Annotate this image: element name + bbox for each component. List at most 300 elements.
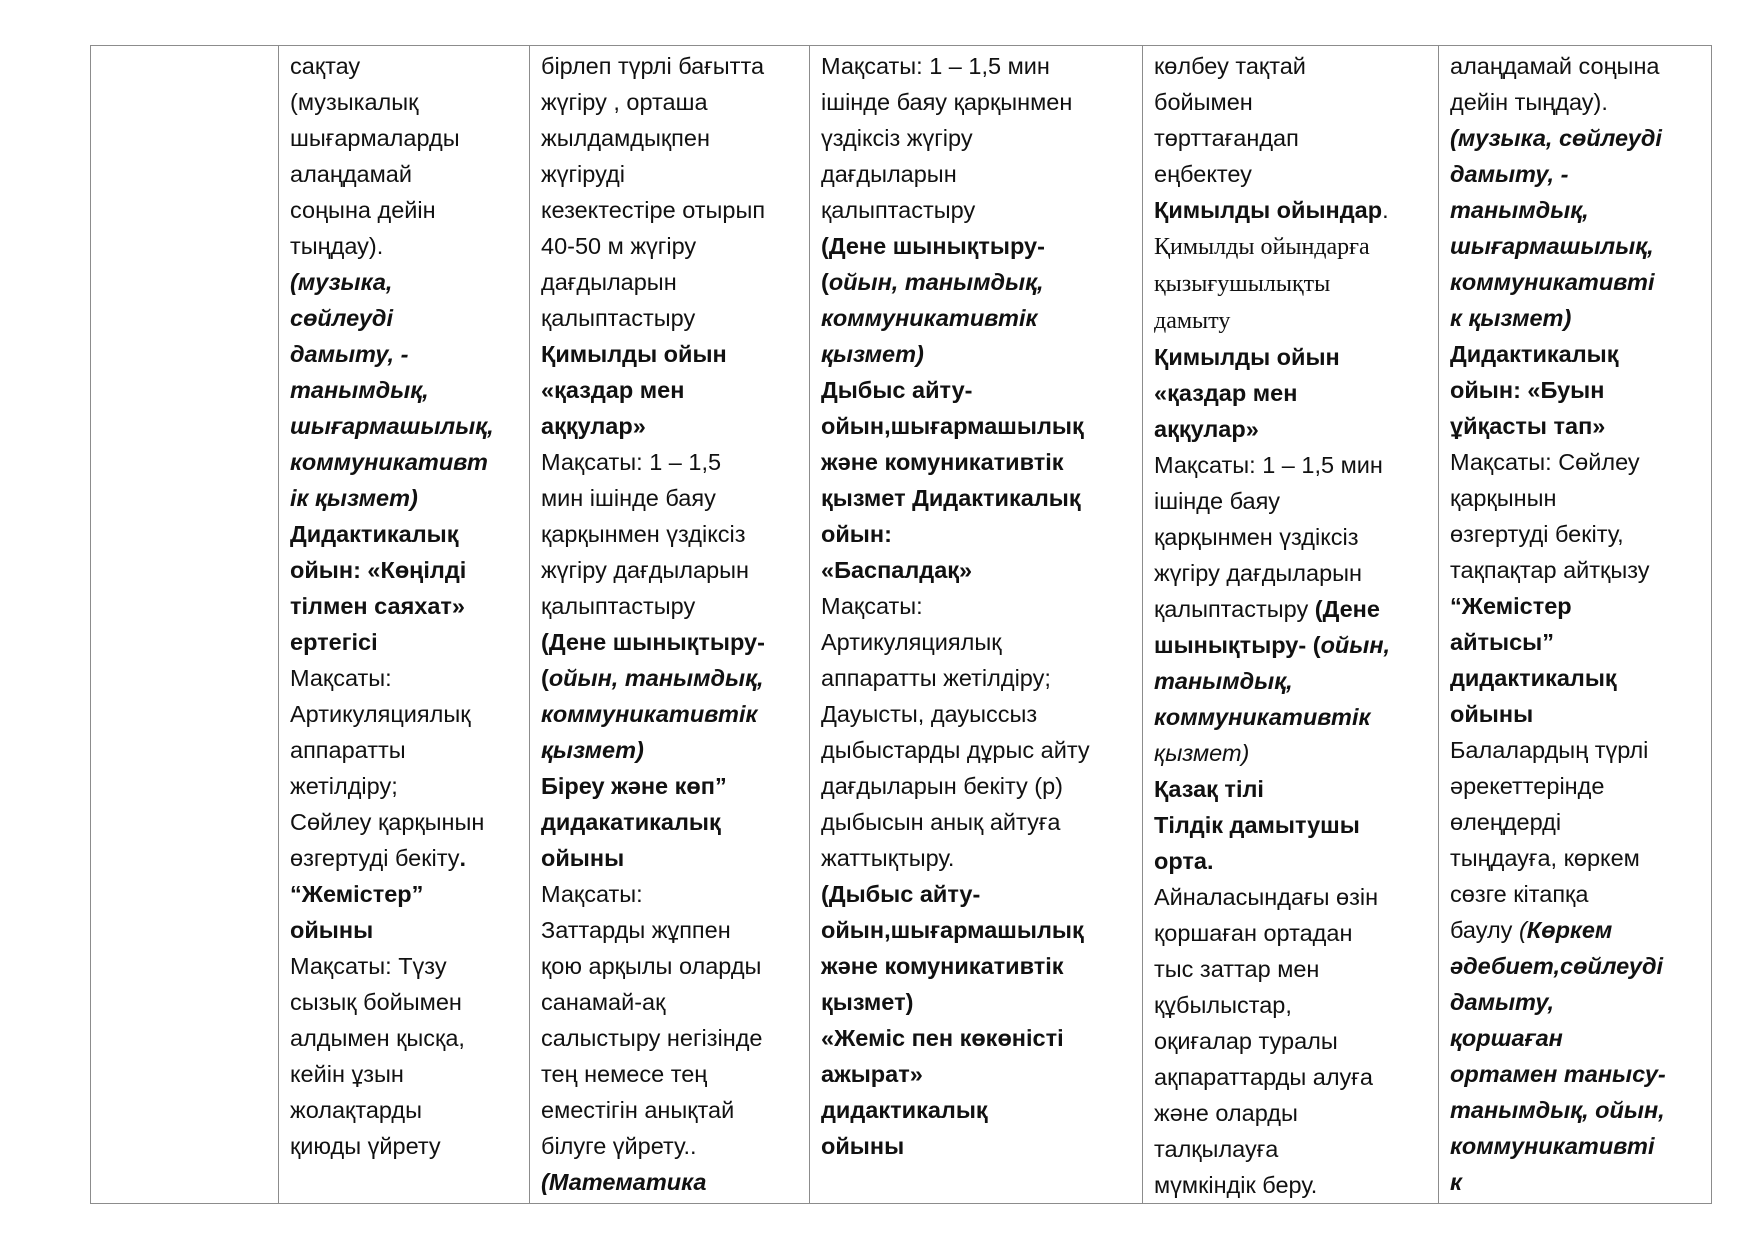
text-line [821, 696, 1137, 732]
text-run: Қазақ тілі [1154, 776, 1264, 802]
text-run: әрекеттерінде [1450, 773, 1605, 799]
text-line [1450, 408, 1706, 444]
text-line [1154, 1059, 1433, 1095]
text-run: (музыка, [290, 269, 393, 295]
text-line [290, 516, 524, 552]
text-line [290, 804, 524, 840]
text-run: үздіксіз жүгіру [821, 125, 973, 151]
text-run: Дидактикалық [1450, 341, 1619, 367]
text-line [821, 156, 1137, 192]
text-run: Айналасындағы өзін [1154, 884, 1379, 910]
text-line [1154, 483, 1433, 519]
text-run: Біреу және көп” [541, 773, 727, 799]
text-run: танымдық, [290, 377, 429, 403]
text-line [541, 732, 804, 768]
text-run: орта. [1154, 848, 1214, 874]
text-line [1154, 1095, 1433, 1131]
text-line [1450, 804, 1706, 840]
text-run: қызмет) [821, 989, 914, 1015]
text-line [541, 876, 804, 912]
text-run: сызық бойымен [290, 989, 462, 1015]
text-line [541, 156, 804, 192]
text-line [821, 984, 1137, 1020]
text-run: коммуникативті [1450, 269, 1655, 295]
text-run: Мақсаты: [541, 881, 643, 907]
text-run: Тілдік дамытушы [1154, 812, 1360, 838]
text-run: 40-50 м жүгіру [541, 233, 697, 259]
text-run: дамыту, [1450, 989, 1555, 1015]
table-cell-col-2 [279, 46, 530, 1204]
text-line [1154, 663, 1433, 699]
text-line [1154, 915, 1433, 951]
text-line [821, 120, 1137, 156]
text-run: жетілдіру; [290, 773, 398, 799]
text-run: қызмет) [1154, 740, 1250, 766]
text-run: Артикуляциялық [290, 701, 471, 727]
text-run: алаңдамай [290, 161, 412, 187]
text-run: ақпараттарды алуға [1154, 1064, 1373, 1090]
text-run: мин ішінде баяу [541, 485, 716, 511]
text-run: бойымен [1154, 89, 1253, 115]
text-run: ішінде баяу қарқынмен [821, 89, 1073, 115]
text-line [290, 912, 524, 948]
text-run: танымдық, ойын, [1450, 1097, 1665, 1123]
text-line [1154, 591, 1433, 627]
text-line [1450, 1164, 1706, 1200]
text-line [821, 228, 1137, 264]
text-line [1154, 843, 1433, 879]
text-line [821, 1056, 1137, 1092]
text-run: жылдамдықпен [541, 125, 710, 151]
text-line [821, 768, 1137, 804]
text-run: Мақсаты: Сөйлеу [1450, 449, 1640, 475]
text-line [290, 300, 524, 336]
text-run: әдебиет,сөйлеуді [1450, 953, 1664, 979]
text-run: ( [1518, 917, 1527, 943]
text-line [290, 588, 524, 624]
text-run: қою арқылы оларды [541, 953, 762, 979]
text-line [821, 552, 1137, 588]
text-line [541, 1056, 804, 1092]
text-run: және комуникативтік [821, 449, 1064, 475]
text-run: к қызмет) [1450, 305, 1572, 331]
text-line [821, 48, 1137, 84]
text-run: ік қызмет) [290, 485, 418, 511]
text-line [1450, 120, 1706, 156]
text-run: Дауысты, дауыссыз [821, 701, 1038, 727]
text-line [290, 948, 524, 984]
text-line [1154, 447, 1433, 483]
text-run: қиюды үйрету [290, 1133, 441, 1159]
text-line [821, 876, 1137, 912]
text-line [1154, 555, 1433, 591]
text-run: ажырат» [821, 1061, 923, 1087]
text-run: ойын, танымдық, [828, 269, 1044, 295]
text-line [541, 1128, 804, 1164]
text-line [290, 480, 524, 516]
text-run: ( [541, 665, 549, 691]
text-run: коммуникативтік [541, 701, 758, 727]
text-run: салыстыру негізінде [541, 1025, 763, 1051]
text-line [1154, 265, 1433, 302]
text-run: қалыптастыру [821, 197, 976, 223]
table-cell-col-6 [1439, 46, 1712, 1204]
text-run: коммуникативтік [821, 305, 1038, 331]
text-line [1450, 1056, 1706, 1092]
text-run: өлеңдерді [1450, 809, 1562, 835]
text-line [821, 948, 1137, 984]
text-line [1154, 48, 1433, 84]
text-line [541, 696, 804, 732]
text-run: дидакатикалық [541, 809, 721, 835]
text-run: және комуникативтік [821, 953, 1064, 979]
text-run: қарқынмен үздіксіз [1154, 524, 1359, 550]
text-line [290, 264, 524, 300]
text-line [290, 984, 524, 1020]
text-run: дидактикалық [1450, 665, 1617, 691]
text-run: ойын, танымдық, [548, 665, 764, 691]
text-run: қоршаған ортадан [1154, 920, 1353, 946]
text-run: соңына дейін [290, 197, 436, 223]
text-run: коммуникативтік [1154, 704, 1371, 730]
text-line [290, 48, 524, 84]
table-cell-col-3 [530, 46, 810, 1204]
text-run: қалыптастыру [541, 305, 696, 331]
text-line [821, 804, 1137, 840]
text-run: коммуникативт [290, 449, 488, 475]
text-line [1154, 84, 1433, 120]
table-cell-col-5 [1143, 46, 1439, 1204]
text-line [290, 192, 524, 228]
text-line [1154, 411, 1433, 447]
text-line [821, 372, 1137, 408]
text-run: “Жемістер” [290, 881, 424, 907]
text-line [541, 264, 804, 300]
text-run: . [1382, 197, 1389, 223]
text-run: «қаздар мен [541, 377, 685, 403]
text-line [821, 588, 1137, 624]
text-line [290, 768, 524, 804]
text-line [541, 1092, 804, 1128]
text-line [1450, 336, 1706, 372]
text-line [541, 228, 804, 264]
text-line [1450, 552, 1706, 588]
text-line [1450, 840, 1706, 876]
text-run: Мақсаты: 1 – 1,5 мин [821, 53, 1050, 79]
text-run: (музыка, сөйлеуді [1450, 125, 1662, 151]
text-run: Дыбыс айту- [821, 377, 973, 403]
text-run: жүгіру дағдыларын [541, 557, 750, 583]
text-run: ойын,шығармашылық [821, 413, 1084, 439]
text-run: дағдыларын [821, 161, 957, 187]
text-line [1450, 912, 1706, 948]
text-run: тақпақтар айтқызу [1450, 557, 1650, 583]
text-run: к [1450, 1169, 1462, 1195]
text-line [821, 732, 1137, 768]
table-cell-col-4 [810, 46, 1143, 1204]
text-run: сөзге кітапқа [1450, 881, 1589, 907]
text-run: Артикуляциялық [821, 629, 1002, 655]
text-run: (Дыбыс айту- [821, 881, 981, 907]
text-run: сөйлеуді [290, 305, 393, 331]
text-run: (Дене шынықтыру- [541, 629, 765, 655]
text-run: еместігін анықтай [541, 1097, 735, 1123]
text-line [821, 408, 1137, 444]
text-run: жүгіруді [541, 161, 625, 187]
text-run: Мақсаты: 1 – 1,5 мин [1154, 452, 1383, 478]
text-line [290, 228, 524, 264]
text-line [1154, 987, 1433, 1023]
text-line [541, 408, 804, 444]
text-line [290, 120, 524, 156]
text-run: “Жемістер [1450, 593, 1572, 619]
text-run: (Дене [1314, 596, 1380, 622]
text-run: Көркем [1526, 917, 1613, 943]
text-line [290, 840, 524, 876]
text-run: дамыту, - [290, 341, 409, 367]
text-run: тең немесе тең [541, 1061, 708, 1087]
text-line [1154, 519, 1433, 555]
text-line [541, 192, 804, 228]
text-line [821, 1092, 1137, 1128]
text-line [1154, 699, 1433, 735]
text-line [290, 732, 524, 768]
text-line [541, 444, 804, 480]
text-line [1450, 660, 1706, 696]
text-run: шығармаларды [290, 125, 460, 151]
text-run: оқиғалар туралы [1154, 1028, 1338, 1054]
text-line [1154, 228, 1433, 265]
text-run: Қимылды ойын [541, 341, 727, 367]
text-run: Дидактикалық [290, 521, 459, 547]
text-line [821, 336, 1137, 372]
text-line [1450, 228, 1706, 264]
text-run: дыбыстарды дұрыс айту [821, 737, 1090, 763]
text-line [1154, 771, 1433, 807]
text-line [1450, 768, 1706, 804]
text-run: ішінде баяу [1154, 488, 1281, 514]
text-line [541, 336, 804, 372]
table-row [91, 46, 1712, 1204]
text-run: дамыту [1154, 308, 1231, 334]
text-run: ойын,шығармашылық [821, 917, 1084, 943]
text-line [1154, 302, 1433, 339]
text-line [290, 84, 524, 120]
text-line [1450, 1092, 1706, 1128]
text-run: Заттарды жұппен [541, 917, 731, 943]
text-run: ертегісі [290, 629, 378, 655]
text-run: баулу [1450, 917, 1519, 943]
text-run: Балалардың түрлі [1450, 737, 1649, 763]
text-run: қалыптастыру [541, 593, 696, 619]
text-run: Сөйлеу қарқынын [290, 809, 485, 835]
text-line [1450, 84, 1706, 120]
text-line [1154, 879, 1433, 915]
text-run: мүмкіндік беру. [1154, 1172, 1318, 1198]
text-line [541, 984, 804, 1020]
text-line [290, 336, 524, 372]
text-line [290, 552, 524, 588]
text-line [290, 1020, 524, 1056]
text-run: Қимылды ойындар [1154, 197, 1383, 223]
text-run: алдымен қысқа, [290, 1025, 465, 1051]
text-line [821, 300, 1137, 336]
text-line [1450, 1128, 1706, 1164]
text-line [1450, 1020, 1706, 1056]
text-run: санамай-ақ [541, 989, 666, 1015]
text-run: білуге үйрету.. [541, 1133, 697, 1159]
text-line [821, 1128, 1137, 1164]
text-line [1450, 984, 1706, 1020]
text-line [1154, 951, 1433, 987]
text-run: . [459, 845, 467, 871]
text-run: аппаратты жетілдіру; [821, 665, 1051, 691]
text-line [290, 660, 524, 696]
text-run: жүгіру дағдыларын [1154, 560, 1363, 586]
text-line [1450, 588, 1706, 624]
text-run: бірлеп түрлі бағытта [541, 53, 765, 79]
text-line [1450, 156, 1706, 192]
text-line [290, 1128, 524, 1164]
text-line [821, 192, 1137, 228]
text-run: сақтау [290, 53, 361, 79]
text-line [821, 624, 1137, 660]
text-run: талқылауға [1154, 1136, 1279, 1162]
text-line [541, 480, 804, 516]
text-line [1450, 192, 1706, 228]
text-run: және оларды [1154, 1100, 1298, 1126]
text-line [290, 624, 524, 660]
text-line [1154, 1131, 1433, 1167]
text-line [1154, 1167, 1433, 1203]
text-run: танымдық, [1154, 668, 1293, 694]
text-run: шынықтыру- ( [1154, 632, 1321, 658]
text-run: дидактикалық [821, 1097, 988, 1123]
text-run: ойыны [541, 845, 625, 871]
text-run: «Баспалдақ» [821, 557, 973, 583]
text-run: қызығушылықты [1154, 271, 1331, 297]
text-run: танымдық, [1450, 197, 1589, 223]
text-line [821, 516, 1137, 552]
text-run: аққулар» [1154, 416, 1259, 442]
text-line [1154, 120, 1433, 156]
text-run: ойыны [1450, 701, 1534, 727]
text-run: қарқынын [1450, 485, 1557, 511]
text-run: өзгертуді бекіту [290, 845, 460, 871]
text-line [821, 264, 1137, 300]
text-line [541, 300, 804, 336]
text-line [1450, 372, 1706, 408]
text-run: тыңдауға, көркем [1450, 845, 1640, 871]
text-run: төрттағандап [1154, 125, 1299, 151]
text-line [541, 948, 804, 984]
text-run: дағдыларын бекіту (р) [821, 773, 1063, 799]
text-line [290, 876, 524, 912]
text-run: қызмет) [541, 737, 644, 763]
text-run: аққулар» [541, 413, 646, 439]
text-run: (Математика [541, 1169, 707, 1195]
text-run: құбылыстар, [1154, 992, 1292, 1018]
text-run: жолақтарды [290, 1097, 423, 1123]
text-line [821, 1020, 1137, 1056]
text-run: шығармашылық, [290, 413, 494, 439]
text-line [1154, 192, 1433, 228]
text-run: «қаздар мен [1154, 380, 1298, 406]
text-line [1154, 156, 1433, 192]
text-run: ойыны [821, 1133, 905, 1159]
text-line [290, 156, 524, 192]
text-line [1450, 516, 1706, 552]
text-line [541, 768, 804, 804]
text-line [290, 696, 524, 732]
text-run: (Дене шынықтыру- [821, 233, 1045, 259]
text-line [821, 912, 1137, 948]
text-line [541, 372, 804, 408]
text-line [541, 120, 804, 156]
text-run: дағдыларын [541, 269, 677, 295]
text-line [541, 516, 804, 552]
text-line [541, 84, 804, 120]
text-line [541, 588, 804, 624]
text-run: ұйқасты тап» [1450, 413, 1606, 439]
text-run: тыс заттар мен [1154, 956, 1320, 982]
text-line [290, 1092, 524, 1128]
text-line [541, 912, 804, 948]
text-run: ойын: [821, 521, 892, 547]
text-run: еңбектеу [1154, 161, 1252, 187]
text-run: дейін тыңдау). [1450, 89, 1608, 115]
text-run: көлбеу тақтай [1154, 53, 1306, 79]
text-run: шығармашылық, [1450, 233, 1654, 259]
text-run: Мақсаты: 1 – 1,5 [541, 449, 722, 475]
text-line [1154, 1023, 1433, 1059]
text-line [1450, 264, 1706, 300]
text-run: Мақсаты: [290, 665, 392, 691]
text-run: кезектестіре отырып [541, 197, 766, 223]
text-run: алаңдамай соңына [1450, 53, 1660, 79]
text-line [1450, 300, 1706, 336]
text-line [541, 1164, 804, 1200]
text-run: тыңдау). [290, 233, 384, 259]
text-line [1154, 627, 1433, 663]
text-line [821, 480, 1137, 516]
text-run: Қимылды ойындарға [1154, 234, 1370, 260]
text-line [821, 444, 1137, 480]
text-line [541, 840, 804, 876]
text-line [821, 660, 1137, 696]
text-run: Мақсаты: [821, 593, 923, 619]
text-line [1450, 948, 1706, 984]
text-line [1450, 480, 1706, 516]
text-line [821, 84, 1137, 120]
text-line [1154, 735, 1433, 771]
text-run: «Жеміс пен көкөністі [821, 1025, 1064, 1051]
text-run: Қимылды ойын [1154, 344, 1340, 370]
text-line [1154, 807, 1433, 843]
text-run: жүгіру , орташа [541, 89, 708, 115]
text-run: қарқынмен үздіксіз [541, 521, 746, 547]
text-run: жаттықтыру. [821, 845, 955, 871]
text-run: қоршаған [1450, 1025, 1563, 1051]
text-line [290, 1056, 524, 1092]
text-run: кейін ұзын [290, 1061, 404, 1087]
text-run: Мақсаты: Түзу [290, 953, 447, 979]
text-run: қызмет Дидактикалық [821, 485, 1081, 511]
text-run: ойыны [290, 917, 374, 943]
text-line [541, 1020, 804, 1056]
text-run: ойын: «Көңілді [290, 557, 467, 583]
text-run: (музыкалық [290, 89, 419, 115]
